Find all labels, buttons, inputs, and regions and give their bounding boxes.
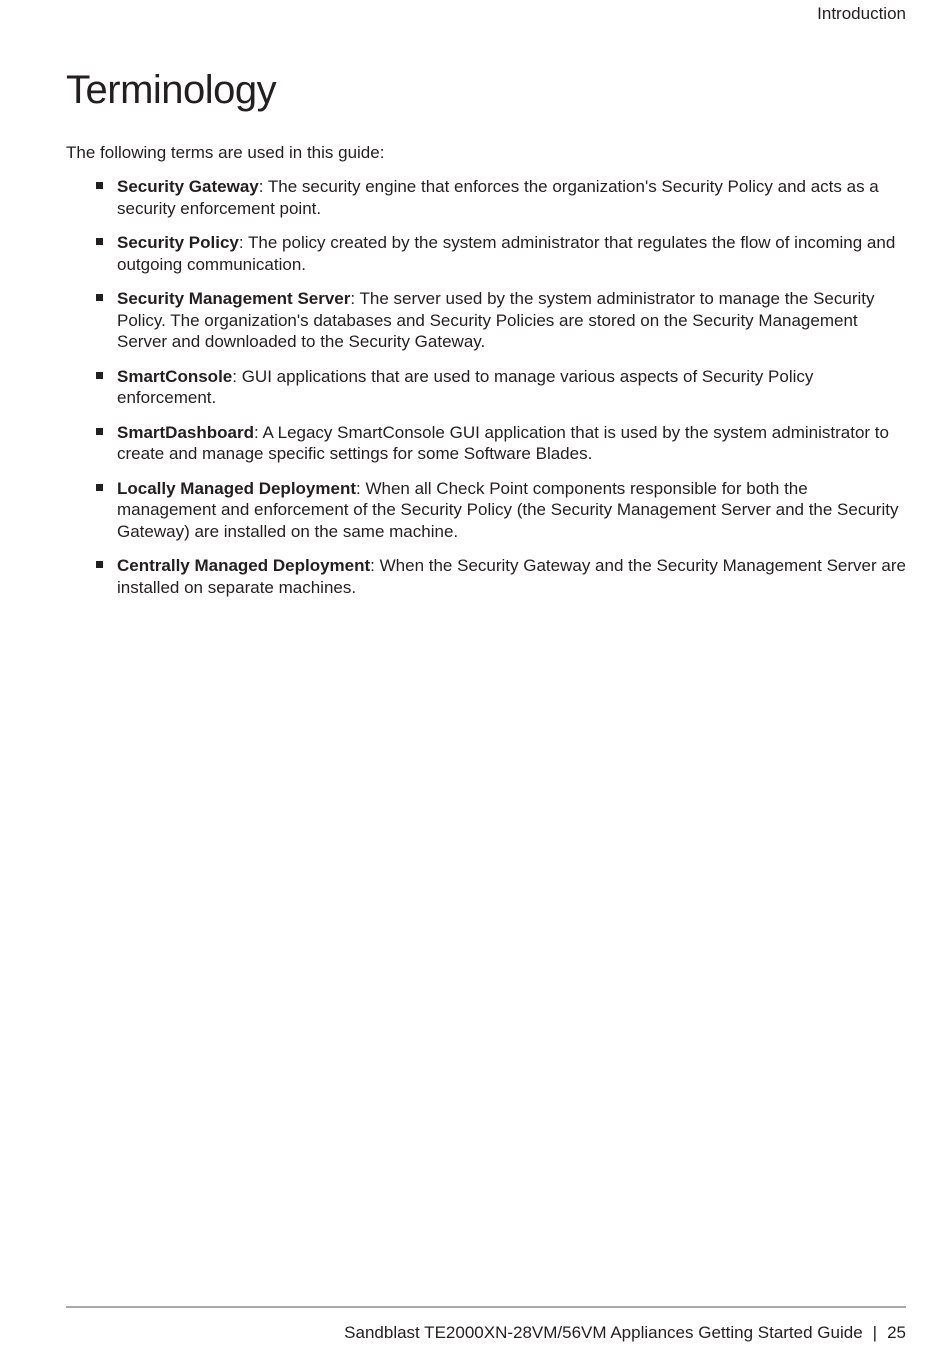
term-item-smartconsole: [66, 366, 908, 409]
footer-guide-title: Sandblast TE2000XN-28VM/56VM Appliances Getting Started Guide: [344, 1323, 863, 1342]
term-item-locally-managed-deployment: [66, 478, 908, 543]
term-item-smartdashboard: [66, 422, 908, 465]
square-bullet-icon: [96, 182, 103, 189]
term-definition: : When the Security Gateway and the Security Management Server are installed on separate machines.: [117, 556, 906, 597]
term-definition: : When all Check Point components responsible for both the management and enforcement of the Security Policy (the Security Management Server and the Security Gateway) are installed on the same machine.: [117, 478, 899, 541]
term-name: SmartConsole: [117, 366, 233, 386]
square-bullet-icon: [96, 561, 103, 568]
term-definition: : The server used by the system administrator to manage the Security Policy. The organization's databases and Security Policies are stored on the Security Management Server and downloaded to the Security Gateway.: [117, 288, 875, 352]
term-name: Security Gateway: [117, 177, 259, 196]
terminology-list: [66, 176, 908, 611]
term-item-security-management-server: [66, 288, 908, 353]
intro-text: The following terms are used in this guide:: [66, 143, 385, 162]
term-definition: : The security engine that enforces the organization's Security Policy and acts as a security enforcement point.: [117, 177, 879, 218]
square-bullet-icon: [96, 238, 103, 245]
page-title: Terminology: [66, 68, 277, 112]
footer-page-number: 25: [887, 1323, 906, 1342]
square-bullet-icon: [96, 484, 103, 491]
term-item-centrally-managed-deployment: [66, 555, 908, 598]
square-bullet-icon: [96, 294, 103, 301]
term-definition: : GUI applications that are used to manage various aspects of Security Policy enforcement.: [117, 366, 814, 408]
page-footer: [344, 1323, 906, 1343]
term-name: Centrally Managed Deployment: [117, 556, 371, 576]
footer-separator: |: [872, 1323, 878, 1342]
term-item-security-policy: [66, 232, 908, 275]
term-definition: : A Legacy SmartConsole GUI application that is used by the system administrator to create and manage specific settings for some Software Blades.: [117, 422, 889, 464]
term-name: Security Policy: [117, 232, 239, 252]
term-definition: : The policy created by the system administrator that regulates the flow of incoming and outgoing communication.: [117, 232, 896, 274]
term-name: Security Management Server: [117, 288, 351, 308]
term-item-security-gateway: [66, 176, 908, 219]
term-name: SmartDashboard: [117, 422, 254, 442]
running-header-section: Introduction: [817, 4, 906, 23]
term-name: Locally Managed Deployment: [117, 478, 356, 498]
square-bullet-icon: [96, 372, 103, 379]
footer-divider: [66, 1306, 906, 1308]
square-bullet-icon: [96, 428, 103, 435]
